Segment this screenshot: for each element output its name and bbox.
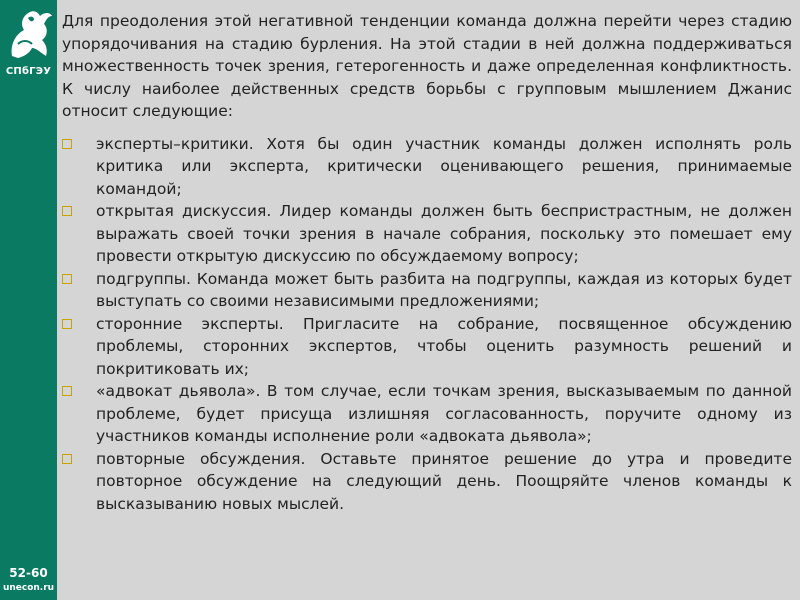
list-item-text: повторные обсуждения. Оставьте принятое решение до утра и проведите повторное обсуждение на следующий день. Поощряйте членов команды к высказыванию новых мыслей.	[96, 449, 792, 513]
sidebar	[0, 0, 57, 600]
list-item-text: сторонние эксперты. Пригласите на собрание, посвященное обсуждению проблемы, сторонних экспертов, чтобы оценить разумность решений и покритиковать их;	[96, 314, 792, 378]
bullet-list	[62, 133, 792, 516]
square-bullet-icon	[62, 386, 72, 396]
list-item-text: открытая дискуссия. Лидер команды должен быть беспристрастным, не должен выражать своей точки зрения в начале собрания, поскольку это помешает ему провести открытую дискуссию по обсуждаемому вопросу;	[96, 202, 792, 265]
list-item	[62, 200, 792, 268]
griffin-logo-icon	[4, 4, 54, 64]
list-item-text: «адвокат дьявола». В том случае, если точкам зрения, высказываемым по данной проблеме, будет присуща излишняя согласованность, поручите одному из участников команды исполнение роли «адвоката дьявола»;	[96, 382, 792, 445]
list-item	[62, 133, 792, 201]
square-bullet-icon	[62, 274, 72, 284]
list-item-text: подгруппы. Команда может быть разбита на подгруппы, каждая из которых будет выступать со своими независимыми предложениями;	[96, 269, 792, 310]
slide-content	[62, 10, 792, 515]
university-name: СПбГЭУ	[5, 66, 52, 77]
list-item	[62, 313, 792, 381]
list-item	[62, 268, 792, 313]
square-bullet-icon	[62, 454, 72, 464]
site-url: unecon.ru	[2, 583, 55, 593]
square-bullet-icon	[62, 319, 72, 329]
list-item	[62, 380, 792, 448]
square-bullet-icon	[62, 139, 72, 149]
intro-paragraph: Для преодоления этой негативной тенденции команда должна перейти через стадию упорядочивания на стадию бурления. На этой стадии в ней должна поддерживаться множественность точек зрения, гетерогенность и даже определенная конфликтность. К числу наиболее действенных средств борьбы с групповым мышлением Джанис относит следующие:	[62, 12, 792, 120]
slide-number: 52-60	[9, 566, 48, 580]
square-bullet-icon	[62, 206, 72, 216]
list-item-text: эксперты–критики. Хотя бы один участник команды должен исполнять роль критика или эксперта, критически оценивающего решения, принимаемые командой;	[96, 134, 792, 198]
list-item	[62, 448, 792, 516]
